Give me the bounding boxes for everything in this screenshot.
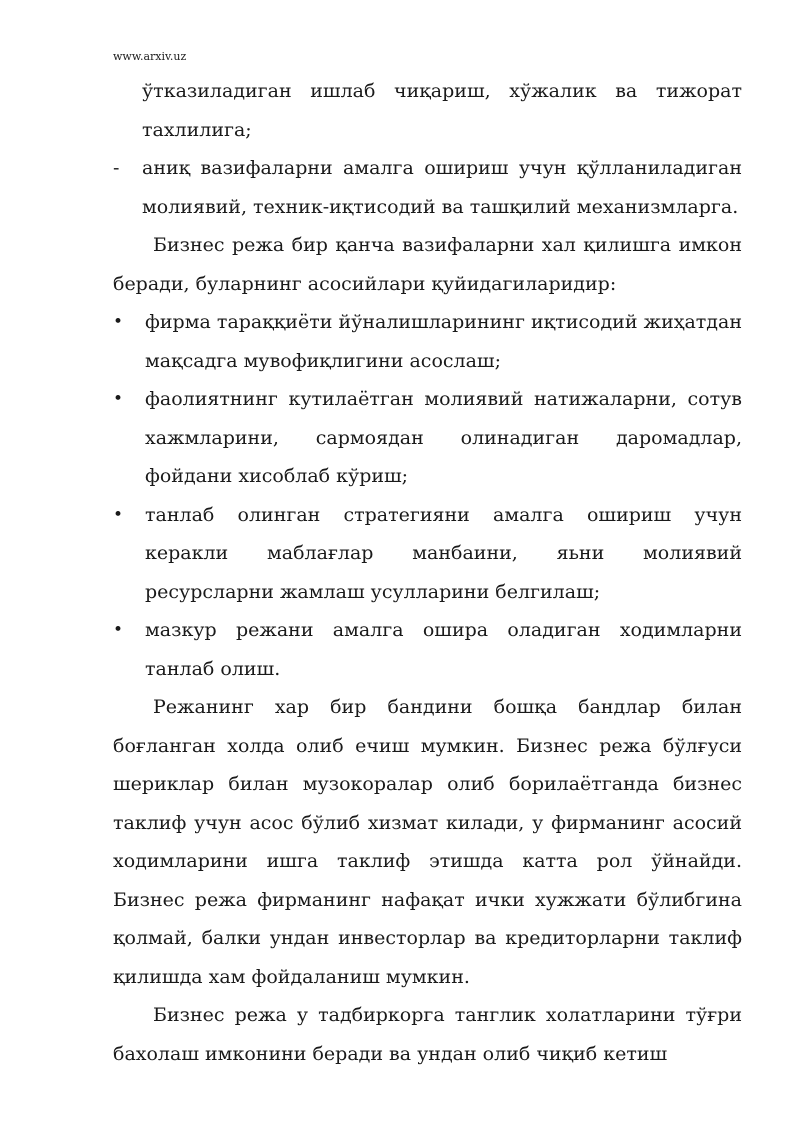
bullet-item (113, 496, 742, 612)
bullet-marker: • (113, 620, 124, 640)
bullet-item (113, 303, 742, 380)
bullet-marker: • (113, 504, 124, 525)
bullet-item (113, 380, 742, 496)
bullet-item (113, 611, 742, 688)
bullet-text: танлаб олинган стратегияни амалга ошириш учун керакли маблағлар манбаини, яьни молиявий ресурсларни жамлаш усулларини белгилаш; (145, 503, 742, 603)
continued-text: ўтказиладиган ишлаб чиқариш, хўжалик ва тижорат тахлилига; (142, 80, 742, 141)
bullet-text: мазкур режани амалга ошира оладиган ходимларни танлаб олиш. (145, 619, 742, 680)
document-body (113, 72, 742, 1073)
bullet-list (113, 303, 742, 688)
bullet-text: фаолиятнинг кутилаётган молиявий натижаларни, сотув хажмларини, сармоядан олинадиган даромадлар, фойдани хисоблаб кўриш; (145, 388, 742, 487)
bullet-text: фирма тараққиёти йўналишларининг иқтисодий жиҳатдан мақсадга мувофиқлигини асослаш; (145, 311, 742, 372)
paragraph-3: Бизнес режа у тадбиркорга танглик холатларини тўғри бахолаш имконини беради ва ундан олиб чиқиб кетиш (113, 1004, 742, 1065)
source-url: www.arxiv.uz (113, 50, 187, 63)
dash-list-item (113, 149, 742, 226)
bullet-marker: • (113, 389, 124, 409)
bullet-marker: • (113, 312, 124, 332)
dash-marker: - (113, 157, 120, 179)
paragraph-1: Бизнес режа бир қанча вазифаларни хал қилишга имкон беради, буларнинг асосийлари қуйидагиларидир: (113, 234, 742, 295)
dash-item-text: аниқ вазифаларни амалга ошириш учун қўлланиладиган молиявий, техник-иқтисодий ва ташқилий механизмларга. (142, 157, 742, 218)
paragraph-2: Режанинг хар бир бандини бошқа бандлар билан боғланган холда олиб ечиш мумкин. Бизнес режа бўлғуси шериклар билан музокоралар олиб борилаётганда бизнес таклиф учун асос бўлиб хизмат килади, у фирманинг асосий ходимларини ишга таклиф этишда катта рол ўйнайди. Бизнес режа фирманинг нафақат ички хужжати бўлибгина қолмай, балки ундан инвесторлар ва кредиторларни таклиф қилишда хам фойдаланиш мумкин. (113, 696, 742, 988)
